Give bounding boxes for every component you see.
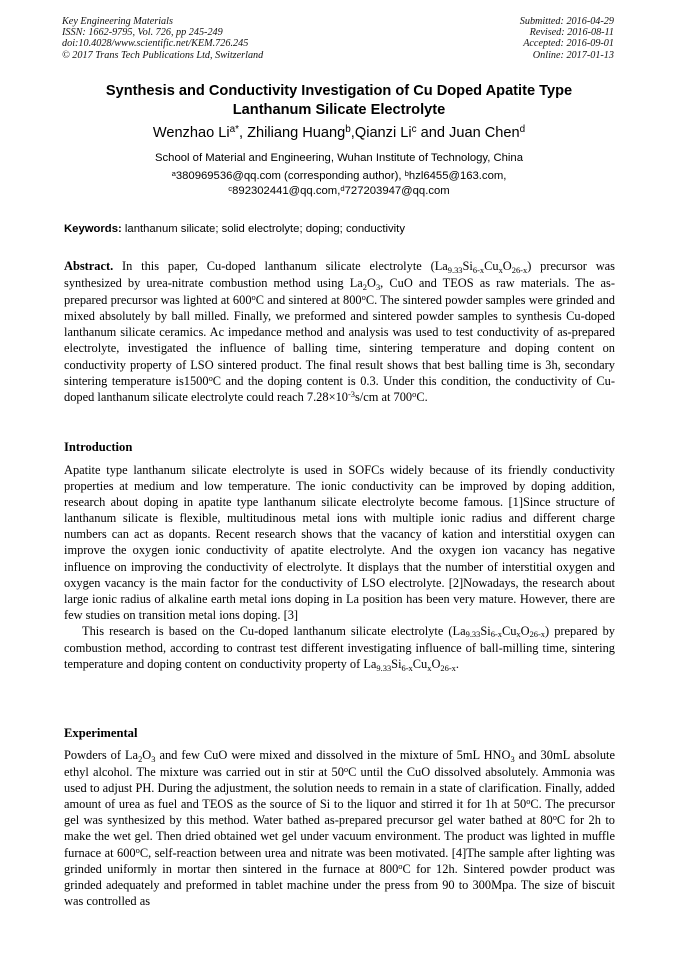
abstract-paragraph	[64, 258, 615, 405]
subscript: 6-x	[401, 662, 413, 673]
keywords-text: lanthanum silicate; solid electrolyte; doping; conductivity	[121, 223, 405, 235]
abstract	[64, 258, 615, 405]
subscript: 3	[510, 753, 515, 764]
author-1: Wenzhao Li	[152, 125, 230, 141]
author-3-mark: c	[411, 123, 417, 135]
abstract-text: ) precursor was synthesized by urea-nitrate combustion method using La	[64, 259, 615, 291]
subscript: 9.33	[465, 629, 481, 640]
abstract-text: Cu	[484, 259, 499, 273]
email-line-2	[20, 184, 658, 199]
subscript: x	[516, 629, 521, 640]
superscript: o	[343, 764, 349, 775]
subscript: 9.33	[447, 264, 463, 275]
intro-text: .	[455, 657, 459, 672]
intro-text: ) prepared by combustion method, according to contrast test different investigating influence of ball-milling time, sintering temperature and doping content on conductivity property of La	[64, 623, 615, 672]
email-d[interactable]: 727203947@qq.com	[344, 185, 450, 197]
experimental-text: Powders of La	[64, 748, 139, 762]
superscript: o	[208, 372, 213, 383]
experimental-text: and few CuO were mixed and dissolved in the mixture of 5mL HNO	[155, 748, 511, 762]
affiliation: School of Material and Engineering, Wuhan Institute of Technology, China	[154, 152, 523, 164]
date-revised: Revised: 2016-08-11	[529, 27, 614, 39]
journal-copyright: © 2017 Trans Tech Publications Ltd, Switzerland	[62, 49, 264, 61]
author-2: , Zhiliang Huang	[239, 125, 346, 141]
abstract-text: In this paper, Cu-doped lanthanum silicate electrolyte (La	[113, 259, 448, 273]
author-1-mark: a*	[229, 123, 239, 135]
intro-text: This research is based on the Cu-doped lanthanum silicate electrolyte (La	[82, 623, 466, 638]
experimental-body	[64, 747, 615, 909]
journal-issn: ISSN: 1662-9795, Vol. 726, pp 245-249	[62, 27, 223, 39]
intro-text: Si	[480, 623, 491, 638]
date-submitted: Submitted: 2016-04-29	[519, 16, 614, 27]
intro-text: Cu	[501, 623, 517, 638]
subscript: 6-x	[490, 629, 502, 640]
author-list	[20, 124, 658, 142]
experimental-text: C, self-reaction between urea and nitrate was been motivated. [4]The sample after lighting was grinded uniformly in mortar then sintered in the furnace at 800	[64, 845, 615, 876]
subscript: 3	[375, 281, 381, 292]
experimental-text: C until the CuO dissolved absolutely. Ammonia was used to adjust PH. During the adjustment, the solution needs to remain in a state of clarification. Finally, added amount of urea as fuel and TEOS as the source of Si to the liquor and stirred it for 1h at 50	[64, 765, 615, 812]
title-line-1: Synthesis and Conductivity Investigation of Cu Doped Apatite Type	[105, 83, 573, 99]
email-a-mark: a	[171, 169, 176, 179]
email-d-mark: d	[340, 184, 345, 194]
superscript: o	[135, 844, 140, 855]
keywords	[64, 222, 616, 236]
superscript: -3	[347, 388, 355, 399]
subscript: 6-x	[472, 264, 485, 275]
title-line-2: Lanthanum Silicate Electrolyte	[232, 101, 446, 118]
date-online: Online: 2017-01-13	[532, 49, 614, 61]
email-a[interactable]: 380969536@qq.com (corresponding author),	[175, 170, 405, 182]
journal-header	[62, 16, 263, 61]
superscript: o	[361, 292, 366, 303]
experimental-text: C for 12h. Sintered powder product was grinded adequately and preformed in tablet machine under the press from 90 to 300Mpa. The size of biscuit was controlled as	[64, 861, 615, 908]
subscript: x	[427, 662, 432, 673]
subscript: 26-x	[511, 264, 528, 275]
keywords-label: Keywords:	[64, 223, 122, 235]
abstract-text: O	[502, 259, 512, 273]
email-c-mark: c	[228, 184, 233, 194]
introduction-heading: Introduction	[64, 440, 133, 454]
email-c[interactable]: 892302441@qq.com,	[232, 185, 341, 197]
journal-name: Key Engineering Materials	[62, 16, 173, 27]
subscript: 2	[362, 281, 367, 292]
intro-text: O	[520, 623, 530, 638]
email-line-1	[20, 169, 658, 184]
abstract-text: Si	[462, 259, 473, 273]
subscript: 3	[151, 753, 156, 764]
subscript: 26-x	[440, 662, 456, 673]
subscript: 9.33	[376, 662, 392, 673]
intro-text: Cu	[412, 657, 428, 672]
abstract-label: Abstract.	[64, 259, 114, 273]
subscript: x	[498, 264, 503, 275]
subscript: 26-x	[529, 629, 546, 640]
author-4-mark: d	[519, 123, 526, 135]
superscript: o	[412, 388, 417, 399]
abstract-text: C and sintered at 800	[255, 293, 362, 308]
abstract-text: C. The sintered powder samples were grinded and mixed absolutely by ball milled. Finally, we preformed and sintered powder samples to synthesis Cu-doped lanthanum silicate ceramics. Ac impedance method and analysis was used to test conductivity of as-prepared electrolyte, investigated the influence of balling time, sintering temperature and doping content on conductivity property of LSO sintered product. The final result shows that best balling time is 3h, secondary sintering temperature is1500	[64, 293, 616, 388]
experimental-paragraph	[64, 747, 615, 909]
subscript: 2	[138, 753, 143, 764]
email-b[interactable]: hzl6455@163.com,	[408, 170, 507, 182]
abstract-text: O	[367, 276, 376, 291]
author-4: and Juan Chen	[416, 125, 520, 141]
superscript: o	[552, 812, 557, 823]
journal-doi: doi:10.4028/www.scientific.net/KEM.726.245	[62, 38, 249, 50]
intro-paragraph-1: Apatite type lanthanum silicate electrolyte is used in SOFCs widely because of its friendly conductivity properties at medium and low temperature. The ionic conductivity can be improved by doping addition, research about doping in apatite type lanthanum silicate electrolyte become famous. [1]Since structure of lanthanum silicate is flexible, multitudinous metal ions with multiple ionic radius and different charge numbers can act as dopants. Recent research shows that the vacancy of kation and interstitial oxygen can improve the oxygen ionic conductivity of apatite electrolyte. And the oxygen ion vacancy has negative influence on improving the conductivity of electrolyte. It displays that the number of interstitial oxygen and oxygen vacancy is the main factor for the conductivity of LSO electrolyte. [2]Nowadays, the research about large ionic radius of alkaline earth metal ions doping in La position has been very mature. However, there are few studies on transition metal ions doping. [3]	[64, 463, 615, 622]
intro-text: O	[431, 657, 441, 672]
introduction-body	[64, 462, 615, 673]
experimental-text: O	[142, 748, 152, 762]
experimental-heading: Experimental	[64, 726, 138, 740]
email-list	[20, 169, 658, 199]
experimental-text: C. The precursor gel was synthesized by this method. Water bathed as-prepared precursor gel water bathed at 80	[64, 797, 615, 828]
paper-title	[40, 82, 638, 119]
abstract-text: , CuO and TEOS as raw materials. The as-prepared precursor was lighted at 600	[64, 276, 615, 308]
author-2-mark: b	[345, 123, 351, 135]
experimental-text: and 30mL absolute ethyl alcohol. The mixture was carried out in stir at 50	[64, 748, 615, 780]
superscript: o	[526, 796, 531, 807]
dates-header	[520, 16, 614, 61]
author-3: ,Qianzi Li	[350, 125, 412, 141]
date-accepted: Accepted: 2016-09-01	[523, 38, 614, 50]
abstract-text: C and the doping content is 0.3. Under this condition, the conductivity of Cu-doped lanthanum silicate electrolyte could reach 7.28×10	[64, 373, 615, 404]
experimental-text: C for 2h to make the wet gel. Then dried obtained wet gel under vacuum environment. The product was lighted in muffle furnace at 600	[64, 813, 615, 860]
abstract-text: s/cm at 700	[354, 389, 413, 404]
superscript: o	[398, 860, 403, 871]
intro-paragraph-2	[64, 623, 615, 673]
email-b-mark: b	[404, 169, 409, 179]
superscript: o	[251, 292, 256, 303]
abstract-text: C.	[416, 389, 428, 404]
intro-text: Si	[391, 657, 402, 672]
